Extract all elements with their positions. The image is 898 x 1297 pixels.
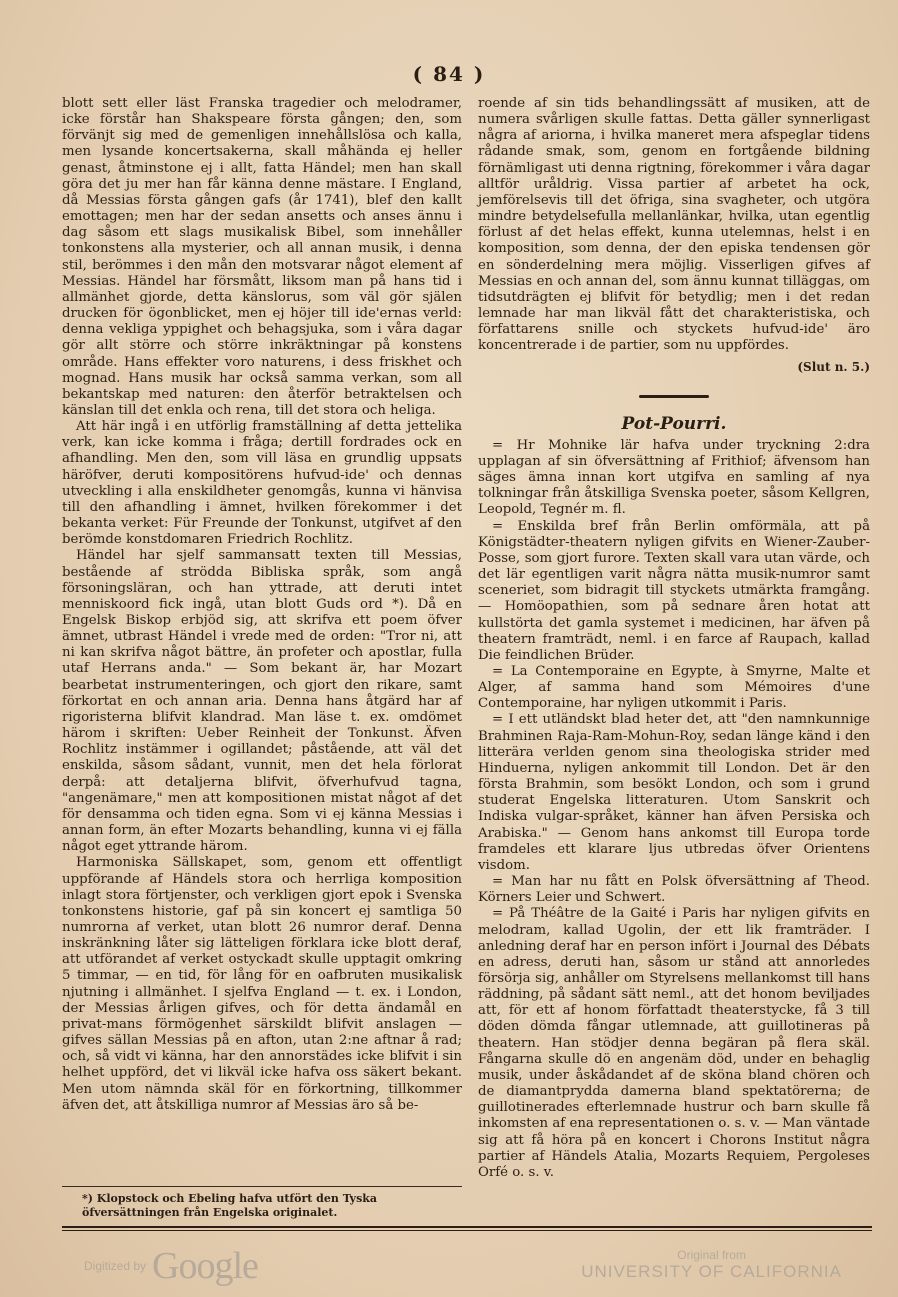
potpourri-item-1: = Hr Mohnike lär hafva under tryckning 2:dra upplagan af sin öfversättning af Frithiof; äfvensom han säges ämna innan kort utgifva en samling af nya tolkningar från åtskilliga Svenska poeter, såsom Kellgren, Leopold, Tegnér m. fl.	[478, 437, 870, 518]
potpourri-item-3: = La Contemporaine en Egypte, à Smyrne, Malte et Alger, af samma hand som Mémoires d'une Contemporaine, har nyligen utkommit i Paris.	[478, 664, 870, 712]
right-paragraph-intro: roende af sin tids behandlingssätt af musiken, att de numera svårligen skulle fattas. Detta gäller synnerligast några af ariorna, i hvilka maneret mera afspeglar tidens rådande smak, som, genom en fortgående bildning förnämligast uti denna rigtning, förekommer i våra dagar alltför uråldrig. Vissa partier af arbetet ha ock, jemförelsevis till det öfriga, sina svagheter, och utgöra mindre betydelsefulla mellanlänkar, hvilka, utan egentlig förlust af det helas effekt, kunna utelemnas, helst i en komposition, som denna, der den episka tendensen gör en sönderdelning mera möjlig. Visserligen gifves af Messias en och annan del, som ännu kunnat tilläggas, om tidsutdrägten ej blifvit för betydlig; men i det redan lemnade har man likväl fått det charakteristiska, och författarens snille och styckets hufvud-ide' äro koncentrerade i de partier, som nu uppfördes.	[478, 96, 870, 354]
original-from-label: Original from	[677, 1248, 746, 1262]
original-from-watermark	[581, 1248, 842, 1282]
left-paragraph-3: Händel har sjelf sammansatt texten till Messias, bestående af strödda Bibliska språk, som angå försoningsläran, och han yttrade, att deruti intet menniskoord fick ingå, utan blott Guds ord *). Då en Engelsk Biskop erbjöd sig, att skrifva ett poem öfver ämnet, utbrast Händel i vrede med de orden: "Tror ni, att ni kan skrifva något bättre, än profeter och apostlar, fulla utaf Herrans anda." — Som bekant är, har Mozart bearbetat instrumenteringen, och gjort den rikare, samt förkortat en och annan aria. Denna hans åtgärd har af rigoristerna blifvit klandrad. Man läse t. ex. omdömet härom i skriften: Ueber Reinheit der Tonkunst. Äfven Rochlitz instämmer i ogillandet; påstående, att väl det enskilda, såsom sådant, vunnit, men det hela förlorat derpå: att detaljerna blifvit, öfverhufvud tagna, "angenämare," men att kompositionen mistat något af det för densamma och tiden egna. Som vi ej känna Messias i annan form, än efter Mozarts behandling, kunna vi ej fälla något eget yttrande härom.	[62, 548, 462, 855]
section-title-potpourri: Pot-Pourri.	[621, 413, 727, 434]
digitized-by-watermark	[84, 1246, 258, 1286]
left-paragraph-4: Harmoniska Sällskapet, som, genom ett offentligt uppförande af Händels stora och herrliga komposition inlagt stora förtjenster, och verkligen gjort epok i Svenska tonkonstens historie, gaf på sin koncert ej samtliga 50 numrorna af verket, utan blott 26 numror deraf. Denna inskränkning låter sig lätteligen förklara icke blott deraf, att utförandet af verket ostyckadt skulle upptagit omkring 5 timmar, — en tid, för lång för en oafbruten musikalisk njutning i allmänhet. I sjelfva England — t. ex. i London, der Messias årligen gifves, och för detta ändamål en privat-mans förmögenhet särskildt blifvit anslagen — gifves sällan Messias på en afton, utan 2:ne aftnar å rad; och, så vidt vi känna, har den annorstädes icke blifvit i sin helhet uppförd, det vi likväl icke hafva oss säkert bekant. Men utom nämnda skäl för en förkortning, tillkommer äfven det, att åtskilliga numror af Messias äro så be-	[62, 855, 462, 1113]
potpourri-item-5: = Man har nu fått en Polsk öfversättning af Theod. Körners Leier und Schwert.	[478, 874, 870, 906]
page-number: ( 84 )	[412, 62, 486, 86]
potpourri-item-6: = På Théâtre de la Gaité i Paris har nyligen gifvits en melodram, kallad Ugolin, der ett lik framträder. I anledning deraf har en person infört i Journal des Débats en adress, deruti han, såsom ur stånd att annorledes försörja sig, anhåller om Styrelsens mellankomst till hans räddning, på sådant sätt neml., att det honom beviljades att, för ett af honom författadt theaterstycke, få 3 till döden dömda fångar utlemnade, att guillotineras på theatern. Han stödjer denna begäran på flera skäl. Fångarna skulle dö en angenäm död, under en behaglig musik, under åskådandet af de sköna bland chören och de diamantprydda damerna bland spektatörerna; de guillotinerades efterlemnade hustrur och barn skulle få inkomsten af ena representationen o. s. v. — Man väntade sig att få höra på en koncert i Chorons Institut några partier af Händels Atalia, Mozarts Requiem, Pergoleses Orfé o. s. v.	[478, 906, 870, 1180]
left-paragraph-2: Att här ingå i en utförlig framställning af detta jettelika verk, kan icke komma i fråga; dertill fordrades ock en afhandling. Men den, som vill läsa en grundlig uppsats häröfver, deruti kompositörens hufvud-ide' och dennas utveckling i alla enskildheter genomgås, kunna vi hänvisa till den afhandling i ämnet, hvilken förekommer i det bekanta verket: Für Freunde der Tonkunst, utgifvet af den berömde konstdomaren Friedrich Rochlitz.	[62, 419, 462, 548]
article-end-signature: (Slut n. 5.)	[797, 359, 870, 374]
bottom-rule-thick	[62, 1226, 872, 1228]
footnote: *) Klopstock och Ebeling hafva utfört den Tyska öfversättningen från Engelska originalet.	[82, 1192, 378, 1219]
footnote-rule	[62, 1186, 462, 1187]
google-logo-text: Google	[152, 1245, 258, 1287]
potpourri-item-2: = Enskilda bref från Berlin omförmäla, att på Königstädter-theatern nyligen gifvits en Wiener-Zauber-Posse, som gjort furore. Texten skall vara utan värde, och det lär egentligen varit några nätta musik-numror samt sceneriet, som bidragit till styckets utmärkta framgång. — Homöopathien, som på sednare åren hotat att kullstörta det gamla systemet i medicinen, har äfven på theatern framträdt, neml. i en farce af Raupach, kallad Die feindlichen Brüder.	[478, 518, 870, 663]
potpourri-item-4: = I ett utländskt blad heter det, att "den namnkunnige Brahminen Raja-Ram-Mohun-Roy, sedan länge känd i den litterära verlden genom sina theologiska strider med Hinduerna, nyligen ankommit till London. Det är den första Brahmin, som besökt London, och som i grund studerat Engelska litteraturen. Utom Sanskrit och Indiska vulgar-språket, känner han äfven Persiska och Arabiska." — Genom hans ankomst till Europa torde framdeles ett klarare ljus utbredas öfver Orientens visdom.	[478, 712, 870, 873]
left-paragraph-1: blott sett eller läst Franska tragedier och melodramer, icke förstår han Shakspeare första gången; den, som förvänjt sig med de gemenligen innehållslösa och kalla, men lysande koncertsakerna, skall måhända ej heller genast, åtminstone ej i allt, fatta Händel; men han skall göra det ju mer han får känna denne mästare. I England, då Messias första gången gafs (år 1741), blef den kallt emottagen; men har der sedan ansetts och anses ännu i dag såsom ett slags musikalisk Bibel, som innehåller tonkonstens alla mysterier, och all annan musik, i denna stil, berömmes i den mån den motsvarar något element af Messias. Händel har försmått, liksom man på hans tid i allmänhet gjorde, detta känslorus, som väl gör själen drucken för ögonblicket, men ej höjer till ide'ernas verld: denna vekliga yppighet och behagsjuka, som i våra dagar gör allt större och större inkräktningar på konstens område. Hans effekter voro naturens, i dess friskhet och mognad. Hans musik har också samma verkan, som all bekantskap med naturen: den återför betraktelsen och känslan till det enkla och rena, till det stora och heliga.	[62, 96, 462, 418]
university-label: UNIVERSITY OF CALIFORNIA	[581, 1262, 842, 1281]
digitized-by-label: Digitized by	[84, 1259, 147, 1273]
left-column	[62, 96, 462, 1114]
bottom-rule-thin	[62, 1230, 872, 1231]
right-column	[478, 96, 870, 1181]
section-divider	[639, 395, 709, 398]
